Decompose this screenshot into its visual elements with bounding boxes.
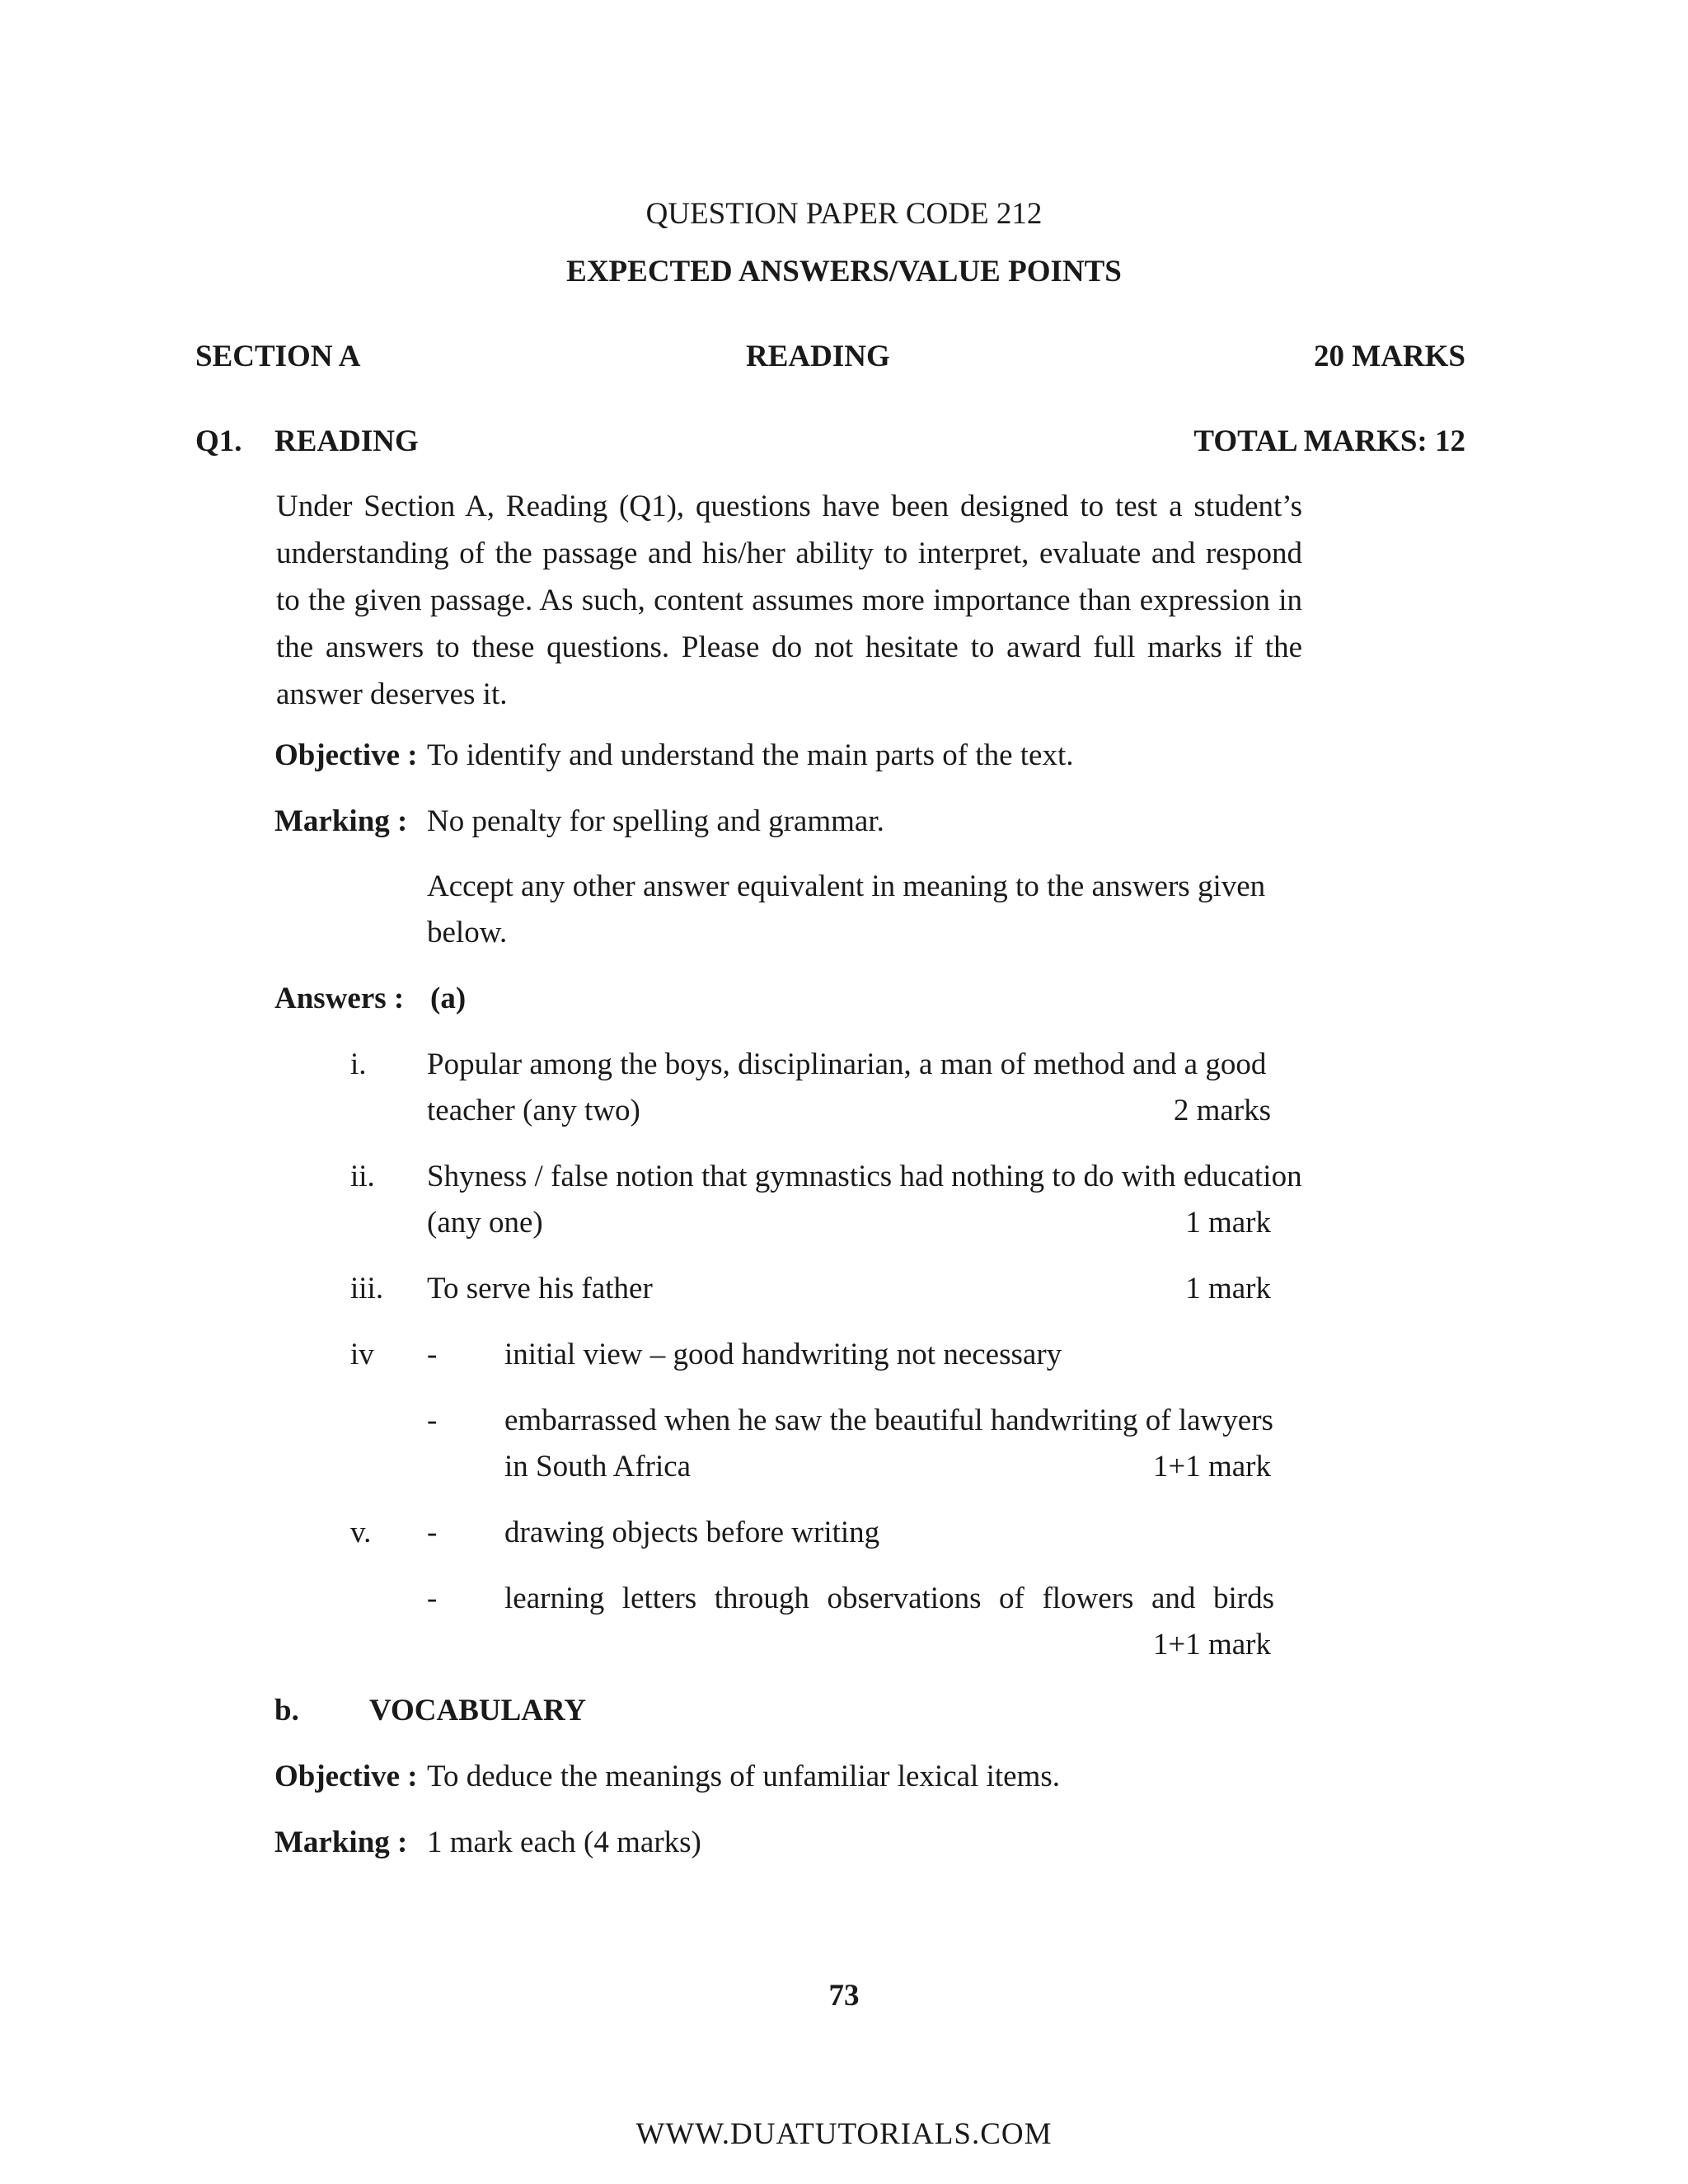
- answer-marks: 1 mark: [1185, 1272, 1271, 1305]
- question-number: Q1.: [195, 424, 242, 458]
- answer-text: Shyness / false notion that gymnastics had nothing to do with education: [427, 1160, 1302, 1193]
- answer-dash: -: [427, 1404, 438, 1437]
- objective-text: To identify and understand the main parts of the text.: [427, 738, 1074, 772]
- answer-text: teacher (any two): [427, 1094, 640, 1127]
- answer-marks: 2 marks: [1173, 1094, 1271, 1127]
- answer-subpoint: initial view – good handwriting not necessary: [504, 1338, 1062, 1371]
- marking-note-line2: below.: [427, 916, 508, 949]
- paper-code: QUESTION PAPER CODE 212: [645, 197, 1043, 231]
- answer-text: (any one): [427, 1206, 543, 1240]
- answer-subpoint: embarrassed when he saw the beautiful handwriting of lawyers: [504, 1404, 1273, 1437]
- answer-number: iii.: [350, 1272, 384, 1305]
- answer-text: To serve his father: [427, 1272, 653, 1305]
- footer-website: WWW.DUATUTORIALS.COM: [635, 2117, 1053, 2151]
- answer-marks: 1+1 mark: [1152, 1450, 1271, 1483]
- answer-dash: -: [427, 1516, 438, 1549]
- intro-paragraph: Under Section A, Reading (Q1), questions have been designed to test a student’s understanding of the passage and his/her ability to interpret, evaluate and respond to the given passage. As such, content assumes more importance than expression in the answers to these questions. Please do not hesitate to award full marks if the answer deserves it.: [276, 490, 1302, 711]
- vocab-title: VOCABULARY: [369, 1694, 587, 1727]
- answer-number: v.: [350, 1516, 372, 1549]
- answers-label: Answers :: [274, 982, 405, 1015]
- answers-part: (a): [430, 982, 467, 1015]
- vocab-objective-label: Objective :: [274, 1760, 418, 1793]
- answer-text: Popular among the boys, disciplinarian, a man of method and a good: [427, 1047, 1267, 1081]
- page-title: EXPECTED ANSWERS/VALUE POINTS: [566, 255, 1122, 288]
- answer-dash: -: [427, 1338, 438, 1371]
- answer-number: ii.: [350, 1160, 375, 1193]
- answer-subpoint: drawing objects before writing: [504, 1516, 880, 1549]
- marking-label: Marking :: [274, 804, 408, 838]
- question-title: READING: [274, 424, 419, 458]
- vocab-marking-text: 1 mark each (4 marks): [427, 1825, 701, 1859]
- section-label: SECTION A: [195, 340, 361, 373]
- objective-label: Objective :: [274, 738, 418, 772]
- section-marks: 20 MARKS: [1314, 340, 1465, 373]
- page-number: 73: [828, 1979, 860, 2013]
- answer-number: iv: [350, 1338, 374, 1371]
- answer-marks: 1+1 mark: [1152, 1628, 1271, 1661]
- answer-subpoint: in South Africa: [504, 1450, 692, 1483]
- marking-note-line1: Accept any other answer equivalent in meaning to the answers given: [427, 869, 1266, 903]
- answer-marks: 1 mark: [1185, 1206, 1271, 1240]
- section-name: READING: [746, 340, 890, 373]
- answer-subpoint: learning letters through observations of flowers and birds: [504, 1582, 1274, 1615]
- question-total-marks: TOTAL MARKS: 12: [1193, 424, 1465, 458]
- vocab-marking-label: Marking :: [274, 1825, 408, 1859]
- marking-text: No penalty for spelling and grammar.: [427, 804, 884, 838]
- answer-number: i.: [350, 1047, 367, 1081]
- vocab-objective-text: To deduce the meanings of unfamiliar lexical items.: [427, 1760, 1060, 1793]
- vocab-label: b.: [274, 1694, 299, 1727]
- answer-dash: -: [427, 1582, 438, 1615]
